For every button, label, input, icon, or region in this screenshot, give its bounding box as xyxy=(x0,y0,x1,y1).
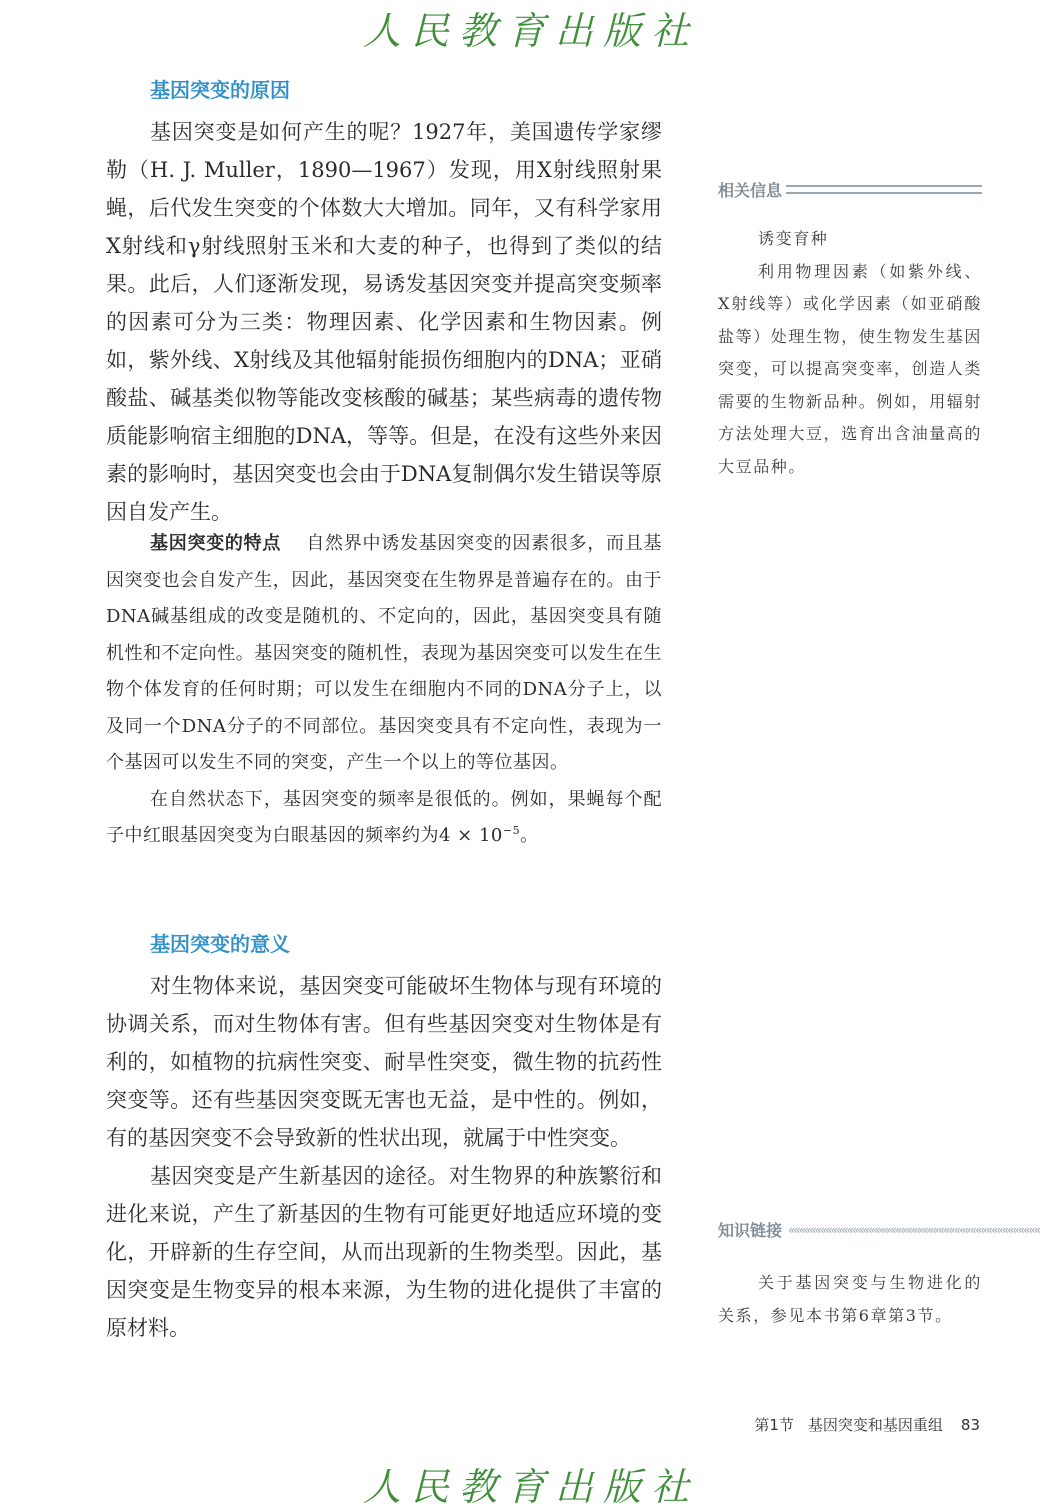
section-features xyxy=(106,526,662,855)
double-rule-divider xyxy=(786,185,982,194)
frequency-exponent: −5 xyxy=(502,824,521,837)
heading-significance: 基因突变的意义 xyxy=(150,932,290,956)
features-lead: 基因突变的特点 xyxy=(150,533,282,554)
footer-section: 第1节 xyxy=(754,1416,794,1434)
paragraph-features xyxy=(106,526,662,782)
knowledge-link-header xyxy=(718,1218,1040,1241)
knowledge-link-body: 关于基因突变与生物进化的关系，参见本书第6章第3节。 xyxy=(718,1273,982,1325)
heading-cause: 基因突变的原因 xyxy=(150,78,290,102)
paragraph-cause: 基因突变是如何产生的呢？1927年，美国遗传学家缪勒（H. J. Muller，1890—1967）发现，用X射线照射果蝇，后代发生突变的个体数大大增加。同年，又有科学家用X射线和γ射线照射玉米和大麦的种子，也得到了类似的结果。此后，人们逐渐发现，易诱发基因突变并提高突变频率的因素可分为三类：物理因素、化学因素和生物因素。例如，紫外线、X射线及其他辐射能损伤细胞内的DNA；亚硝酸盐、碱基类似物等能改变核酸的碱基；某些病毒的遗传物质能影响宿主细胞的DNA，等等。但是，在没有这些外来因素的影响时，基因突变也会由于DNA复制偶尔发生错误等原因自发产生。 xyxy=(106,120,662,524)
frequency-text: 在自然状态下，基因突变的频率是很低的。例如，果蝇每个配子中红眼基因突变为白眼基因的频率约为4 × 10 xyxy=(106,788,662,846)
paragraph-significance-1: 对生物体来说，基因突变可能破坏生物体与现有环境的协调关系，而对生物体有害。但有些基因突变对生物体是有利的，如植物的抗病性突变、耐旱性突变，微生物的抗药性突变等。还有些基因突变既无害也无益，是中性的。例如，有的基因突变不会导致新的性状出现，就属于中性突变。 xyxy=(106,974,662,1150)
related-info-header xyxy=(718,178,982,201)
publisher-watermark-top: 人民教育出版社 xyxy=(362,9,699,53)
paragraph-frequency xyxy=(106,782,662,855)
knowledge-link-title: 知识链接 xyxy=(718,1221,783,1240)
paragraph-significance-2: 基因突变是产生新基因的途径。对生物界的种族繁衍和进化来说，产生了新基因的生物有可能更好地适应环境的变化，开辟新的生存空间，从而出现新的生物类型。因此，基因突变是生物变异的根本来源，为生物的进化提供了丰富的原材料。 xyxy=(106,1164,662,1340)
related-info-body: 利用物理因素（如紫外线、X射线等）或化学因素（如亚硝酸盐等）处理生物，使生物发生基因突变，可以提高突变率，创造人类需要的生物新品种。例如，用辐射方法处理大豆，选育出含油量高的大豆品种。 xyxy=(718,261,983,476)
frequency-end: 。 xyxy=(520,825,539,846)
section-cause xyxy=(106,74,662,531)
related-info-subtitle: 诱变育种 xyxy=(758,229,829,248)
publisher-watermark-bottom: 人民教育出版社 xyxy=(362,1465,699,1509)
page-number: 83 xyxy=(960,1416,980,1434)
related-info-title: 相关信息 xyxy=(718,181,783,200)
chevron-rule-icon: ««««««««««««««««««««««««««««««««««««««««««««««« xyxy=(788,1222,1040,1237)
footer-title: 基因突变和基因重组 xyxy=(807,1416,943,1434)
features-text: 自然界中诱发基因突变的因素很多，而且基因突变也会自发产生，因此，基因突变在生物界是普遍存在的。由于DNA碱基组成的改变是随机的、不定向的，因此，基因突变具有随机性和不定向性。基因突变的随机性，表现为基因突变可以发生在生物个体发育的任何时期；可以发生在细胞内不同的DNA分子上，以及同一个DNA分子的不同部位。基因突变具有不定向性，表现为一个基因可以发生不同的突变，产生一个以上的等位基因。 xyxy=(106,533,662,773)
sidebar-related-info xyxy=(718,178,982,483)
sidebar-knowledge-link xyxy=(718,1218,1040,1332)
section-significance xyxy=(106,928,662,1347)
page-footer xyxy=(740,1414,980,1435)
